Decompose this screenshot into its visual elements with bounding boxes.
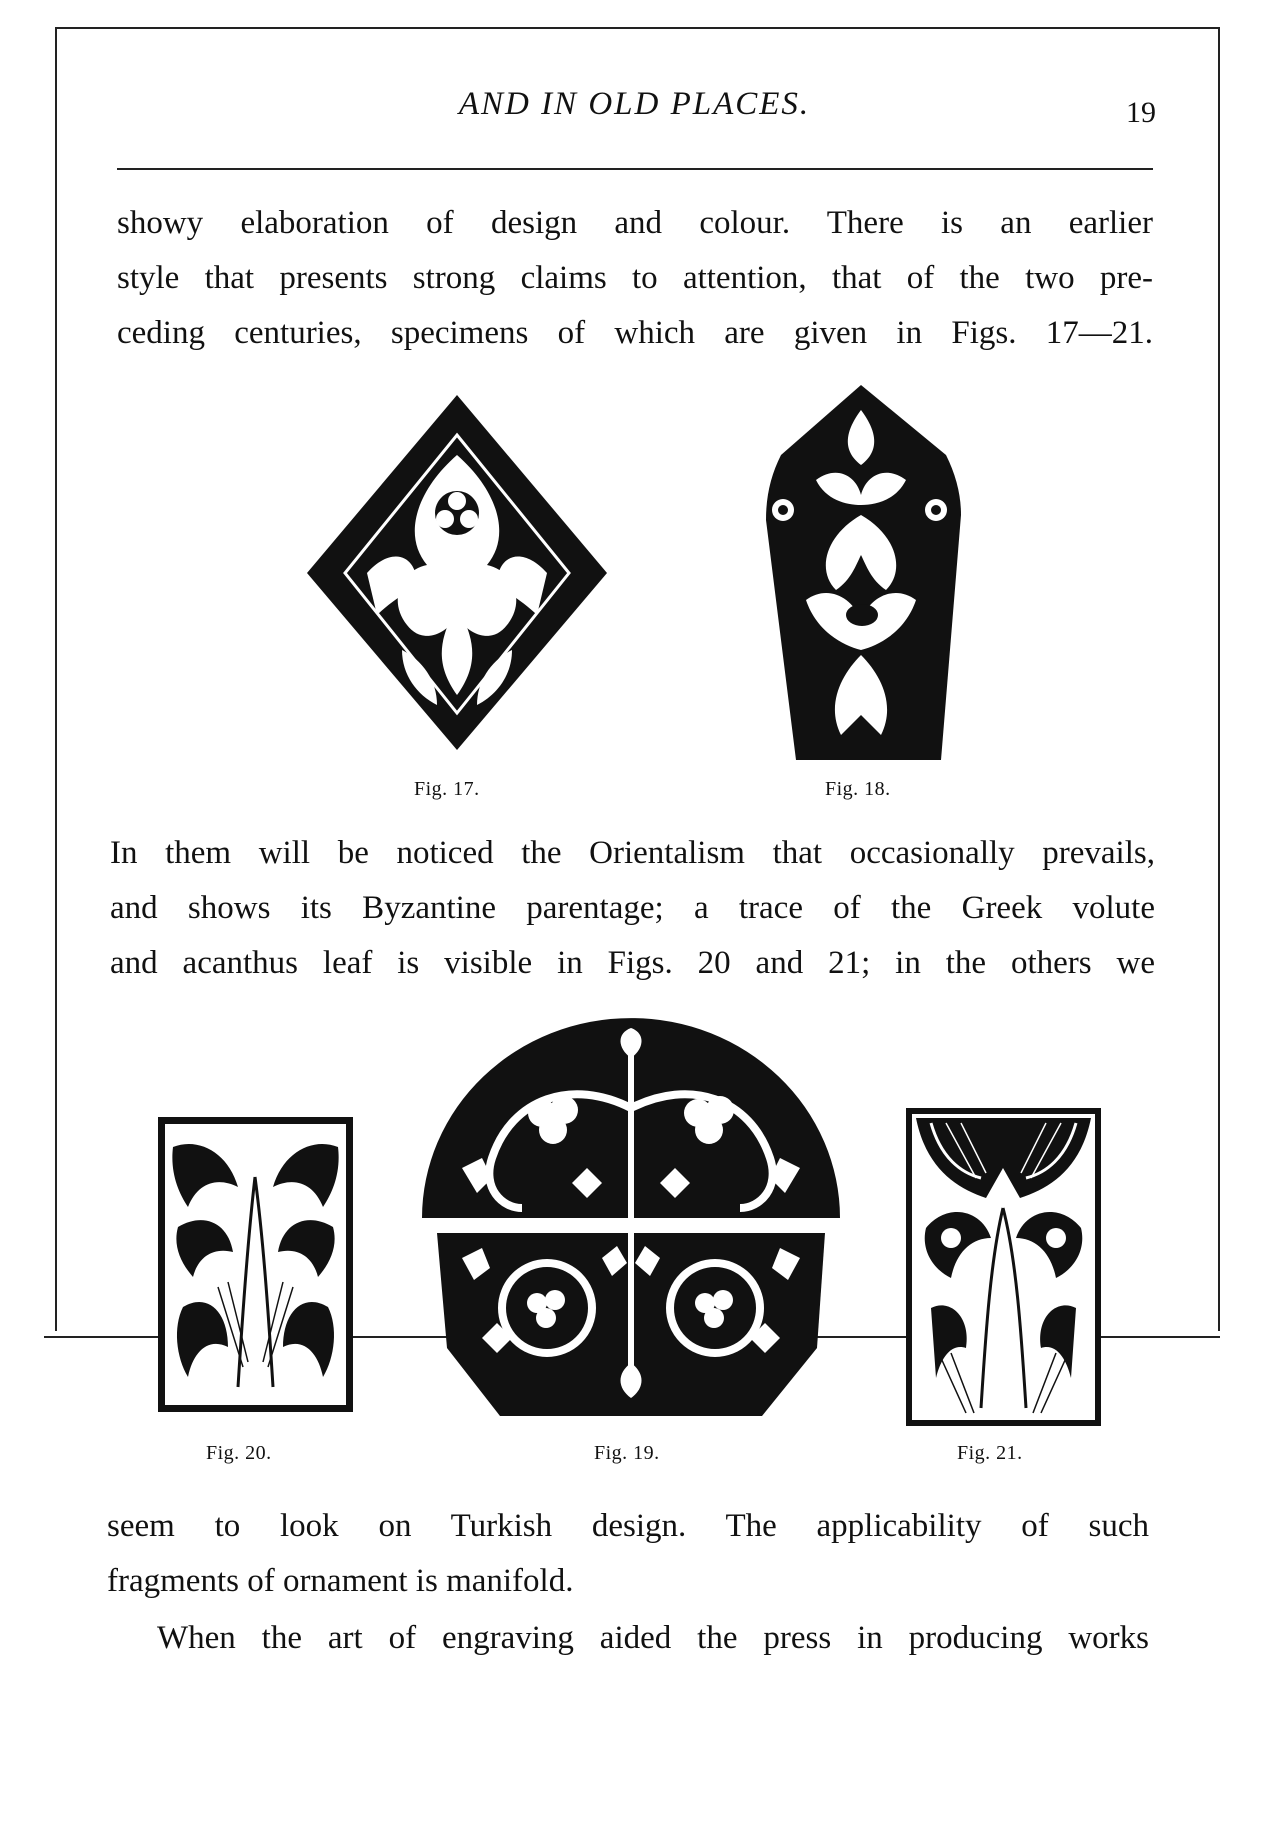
text-line: showy elaboration of design and colour. There is an earlier xyxy=(117,205,1153,241)
paragraph-1 xyxy=(117,196,1153,361)
text-line: and shows its Byzantine parentage; a trace of the Greek volute xyxy=(110,890,1155,926)
text-line: and acanthus leaf is visible in Figs. 20 and 21; in the others we xyxy=(110,945,1155,981)
paragraph-2 xyxy=(110,826,1155,991)
fig-18-pointed-panel-ornament-icon xyxy=(756,385,966,760)
paragraph-4 xyxy=(157,1611,1149,1666)
fig-21-caption: Fig. 21. xyxy=(957,1442,1023,1464)
text-line: style that presents strong claims to attention, that of the two pre- xyxy=(117,260,1153,296)
fig-17-diamond-ornament-icon xyxy=(307,395,607,755)
text-line: seem to look on Turkish design. The applicability of such xyxy=(107,1508,1149,1544)
fig-19-semicircular-floral-ornament-icon xyxy=(422,1018,840,1416)
page-number: 19 xyxy=(1126,96,1156,129)
text-line: In them will be noticed the Orientalism that occasionally prevails, xyxy=(110,835,1155,871)
paragraph-3 xyxy=(107,1499,1149,1609)
text-line: fragments of ornament is manifold. xyxy=(107,1563,574,1599)
fig-20-acanthus-panel-icon xyxy=(158,1117,353,1412)
fig-17-caption: Fig. 17. xyxy=(414,778,480,800)
header-rule xyxy=(117,168,1153,170)
fig-19-caption: Fig. 19. xyxy=(594,1442,660,1464)
fig-18-caption: Fig. 18. xyxy=(825,778,891,800)
running-head: AND IN OLD PLACES. xyxy=(458,86,811,122)
text-line: ceding centuries, specimens of which are given in Figs. 17—21. xyxy=(117,315,1153,351)
fig-21-volute-acanthus-panel-icon xyxy=(906,1108,1101,1426)
fig-20-caption: Fig. 20. xyxy=(206,1442,272,1464)
text-line: When the art of engraving aided the press in producing works xyxy=(157,1620,1149,1656)
